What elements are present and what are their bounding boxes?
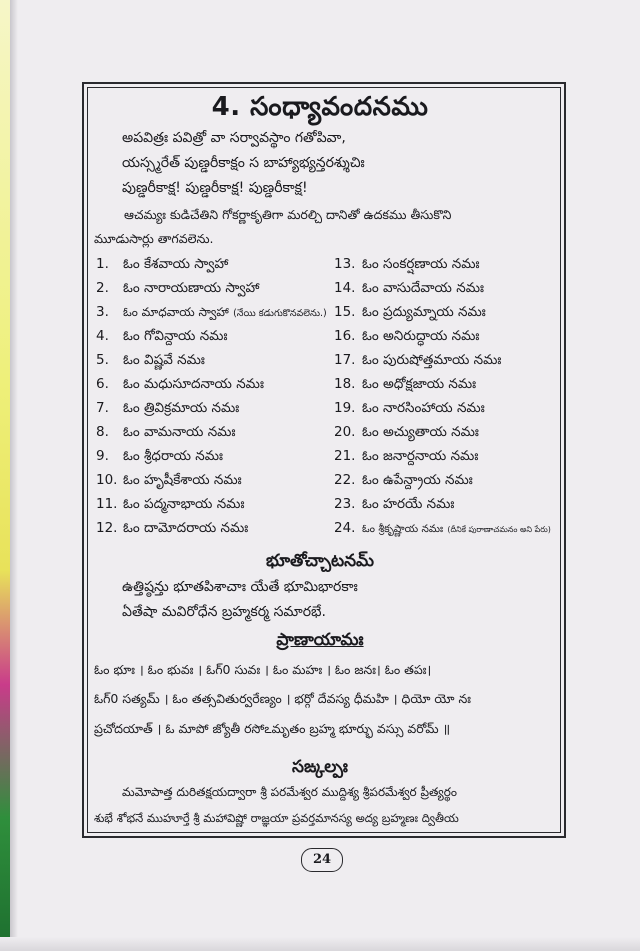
item-number: 12.	[96, 520, 118, 536]
item-number: 7.	[96, 400, 109, 416]
list-item	[334, 448, 564, 472]
bhutochatanam-line-1: ఉత్తిష్ఠన్తు భూతపిశాచాః యేతే భూమిభారకాః	[122, 579, 358, 595]
item-number: 24.	[334, 520, 356, 536]
list-item	[96, 472, 346, 496]
item-text: ఓం ఉపేన్ద్రాయ నమః	[362, 472, 473, 488]
item-number: 11.	[96, 496, 118, 512]
list-item	[96, 520, 346, 544]
item-number: 8.	[96, 424, 109, 440]
achamana-instruction-line-1: ఆచమ్యః కుడిచేతిని గోకర్ణాకృతిగా మరల్చి దానితో ఉదకము తీసుకొని	[124, 207, 452, 222]
apavitra-verse-line-1: అపవిత్రః పవిత్రో వా సర్వావస్థాం గతోపివా,	[122, 130, 346, 146]
item-text-main: ఓం శ్రీకృష్ణాయ నమః	[362, 523, 444, 535]
list-item	[96, 400, 346, 424]
page-number: 24	[301, 848, 343, 872]
list-item	[96, 328, 346, 352]
bhutochatanam-heading: భూతోచ్చాటనమ్	[265, 551, 375, 571]
item-number: 9.	[96, 448, 109, 464]
apavitra-verse-line-2: యస్స్మరేత్ పుణ్డరీకాక్షం స బాహ్యాభ్యన్తరశ్శుచిః	[122, 155, 365, 171]
pranayamam-line-1: ఓం భూః । ఓం భువః । ఓగ్0 సువః । ఓం మహః । ఓం జనః। ఓం తపః।	[94, 662, 432, 677]
list-item	[96, 376, 346, 400]
list-item	[334, 352, 564, 376]
item-text: ఓం వాసుదేవాయ నమః	[362, 280, 484, 296]
list-item	[96, 304, 346, 328]
item-number: 21.	[334, 448, 356, 464]
list-item	[334, 400, 564, 424]
item-text: ఓం పురుషోత్తమాయ నమః	[362, 352, 502, 368]
pranayamam-line-2: ఓగ్0 సత్యమ్ । ఓం తత్సవితుర్వరేణ్యం । భర్గో దేవస్య ధీమహి । ధియో యో నః	[94, 691, 471, 706]
list-item	[96, 256, 346, 280]
list-item	[334, 376, 564, 400]
list-item	[334, 328, 564, 352]
item-number: 18.	[334, 376, 356, 392]
item-text: ఓం పద్మనాభాయ నమః	[123, 496, 245, 512]
item-text: ఓం మధుసూదనాయ నమః	[123, 376, 264, 392]
item-number: 16.	[334, 328, 356, 344]
item-text: ఓం శ్రీధరాయ నమః	[123, 448, 224, 464]
item-number: 10.	[96, 472, 118, 488]
list-item	[96, 280, 346, 304]
item-text: ఓం విష్ణవే నమః	[123, 352, 205, 368]
page-bottom-edge	[0, 937, 640, 951]
page-edge-strip	[0, 0, 10, 951]
item-text: ఓం ప్రద్యుమ్నాయ నమః	[362, 304, 486, 320]
sankalpam-line-2: శుభే శోభనే ముహూర్తే శ్రీ మహావిష్ణో రాజ్ఞయా ప్రవర్తమానస్య అద్య బ్రహ్మణః ద్వితీయ	[94, 811, 459, 825]
item-number: 3.	[96, 304, 109, 320]
item-number: 1.	[96, 256, 109, 272]
achamana-instruction-line-2: మూడుసార్లు తాగవలెను.	[94, 231, 214, 246]
item-number: 2.	[96, 280, 109, 296]
keshava-names-list-left	[96, 256, 346, 544]
item-note: (నేయి కడుగుకొనవలెను.)	[233, 308, 327, 319]
section-title: 4. సంధ్యావందనము	[211, 92, 429, 122]
item-number: 17.	[334, 352, 356, 368]
item-text: ఓం జనార్దనాయ నమః	[362, 448, 479, 464]
item-number: 19.	[334, 400, 356, 416]
item-text: ఓం అచ్యుతాయ నమః	[362, 424, 479, 440]
list-item	[96, 424, 346, 448]
item-text: ఓం వామనాయ నమః	[123, 424, 236, 440]
item-note: (దీనికే పురాణాచమనం అని పేరు)	[447, 525, 551, 534]
item-text: ఓం అనిరుద్ధాయ నమః	[362, 328, 480, 344]
sankalpam-heading: సఙ్కల్పః	[292, 757, 348, 777]
item-text: ఓం దామోదరాయ నమః	[123, 520, 249, 536]
pranayamam-heading: ప్రాణాయామః	[276, 630, 364, 650]
list-item	[334, 520, 564, 544]
item-text: ఓం త్రివిక్రమాయ నమః	[123, 400, 240, 416]
item-text: ఓం గోవిన్దాయ నమః	[123, 328, 228, 344]
item-text	[123, 304, 346, 328]
item-number: 22.	[334, 472, 356, 488]
item-number: 13.	[334, 256, 356, 272]
page-gutter-shadow	[10, 0, 18, 951]
item-text-main: ఓం మాధవాయ స్వాహా	[123, 305, 229, 319]
sankalpam-line-1: మమోపాత్త దురితక్షయద్వారా శ్రీ పరమేశ్వర ముద్దిశ్య శ్రీపరమేశ్వర ప్రీత్యర్థం	[122, 785, 457, 799]
list-item	[334, 472, 564, 496]
list-item	[334, 424, 564, 448]
item-number: 15.	[334, 304, 356, 320]
item-number: 5.	[96, 352, 109, 368]
item-number: 14.	[334, 280, 356, 296]
item-number: 4.	[96, 328, 109, 344]
item-text: ఓం హృషీకేశాయ నమః	[123, 472, 242, 488]
item-text: ఓం నారసింహాయ నమః	[362, 400, 485, 416]
item-number: 23.	[334, 496, 356, 512]
item-text: ఓం కేశవాయ స్వాహా	[123, 256, 229, 272]
item-number: 20.	[334, 424, 356, 440]
item-text	[362, 520, 564, 544]
item-number: 6.	[96, 376, 109, 392]
list-item	[96, 448, 346, 472]
list-item	[334, 496, 564, 520]
keshava-names-list-right	[334, 256, 564, 544]
list-item	[334, 304, 564, 328]
item-text: ఓం సంకర్షణాయ నమః	[362, 256, 480, 272]
item-text: ఓం నారాయణాయ స్వాహా	[123, 280, 260, 296]
item-text: ఓం అధోక్షజాయ నమః	[362, 376, 477, 392]
bhutochatanam-line-2: ఏతేషా మవిరోధేన బ్రహ్మకర్మ సమారభే.	[122, 604, 326, 620]
list-item	[334, 256, 564, 280]
pranayamam-line-3: ప్రచోదయాత్ । ఓ మాపో జ్యోతీ రసోఽమృతం బ్రహ్మ భూర్భు వస్సు వరోమ్ ॥	[94, 721, 451, 736]
list-item	[96, 496, 346, 520]
item-text: ఓం హరయే నమః	[362, 496, 455, 512]
list-item	[334, 280, 564, 304]
apavitra-verse-line-3: పుణ్డరీకాక్ష! పుణ్డరీకాక్ష! పుణ్డరీకాక్ష!	[122, 180, 308, 196]
list-item	[96, 352, 346, 376]
